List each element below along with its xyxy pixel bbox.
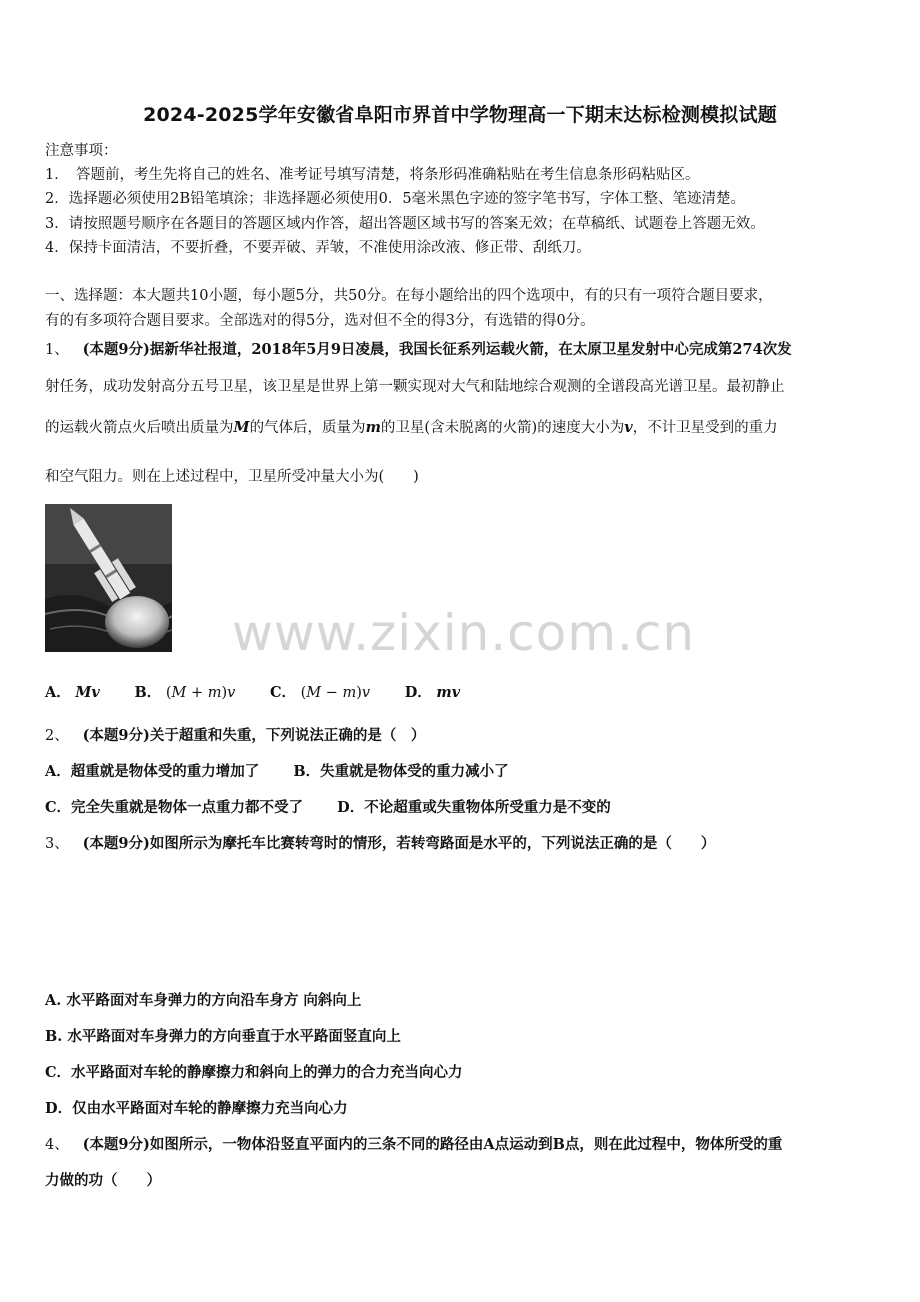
question-1-line: 射任务，成功发射高分五号卫星，该卫星是世界上第一颗实现对大气和陆地综合观测的全谱段高光谱卫星。最初静止: [45, 379, 785, 395]
symbol-v: v: [624, 419, 633, 436]
option-label: A．: [45, 684, 71, 701]
question-text: 如图所示为摩托车比赛转弯时的情形，若转弯路面是水平的，下列说法正确的是（ ）: [149, 835, 716, 852]
option-label: B．: [134, 684, 162, 701]
rocket-launch-image: [45, 504, 172, 652]
option-text: (𝑀 + 𝑚)𝑣: [165, 685, 236, 701]
option-c[interactable]: [270, 681, 370, 702]
notice-item: 4．保持卡面清洁，不要折叠，不要弄破、弄皱，不准使用涂改液、修正带、刮纸刀。: [45, 240, 591, 256]
question-text: 据新华社报道，2018年5月9日凌晨，我国长征系列运载火箭，在太原卫星发射中心完成第274次发: [149, 341, 792, 358]
question-tag: (本题9分): [82, 341, 150, 358]
symbol-m: m: [365, 419, 381, 436]
question-2-line: [45, 724, 425, 745]
notice-heading: 注意事项：: [45, 143, 118, 159]
option-d[interactable]: D．不论超重或失重物体所受重力是不变的: [337, 799, 611, 816]
option-a[interactable]: [45, 681, 100, 702]
question-number: 4、: [45, 1137, 69, 1153]
question-tag: (本题9分): [82, 835, 150, 852]
option-label: D．: [404, 684, 432, 701]
option-c[interactable]: C．完全失重就是物体一点重力都不受了: [45, 799, 304, 816]
question-text: 如图所示，一物体沿竖直平面内的三条不同的路径由A点运动到B点，则在此过程中，物体所受的重: [149, 1136, 783, 1153]
question-2-options-row: [45, 760, 509, 781]
question-text: 的运载火箭点火后喷出质量为: [45, 420, 234, 436]
watermark: www.zixin.com.cn: [232, 604, 696, 662]
notice-item: 1． 答题前，考生先将自己的姓名、准考证号填写清楚，将条形码准确粘贴在考生信息条形码粘贴区。: [45, 167, 700, 183]
question-tag: (本题9分): [82, 727, 150, 744]
question-number: 2、: [45, 728, 69, 744]
option-b[interactable]: B. 水平路面对车身弹力的方向垂直于水平路面竖直向上: [45, 1028, 401, 1045]
option-a[interactable]: A. 水平路面对车身弹力的方向沿车身方 向斜向上: [45, 992, 362, 1009]
question-1-line: 和空气阻力。则在上述过程中，卫星所受冲量大小为( ): [45, 469, 419, 485]
question-text: 关于超重和失重，下列说法正确的是（ ）: [149, 727, 426, 744]
section-instructions: 一、选择题：本大题共10小题，每小题5分，共50分。在每小题给出的四个选项中，有的只有一项符合题目要求，: [45, 288, 773, 304]
option-a[interactable]: A．超重就是物体受的重力增加了: [45, 763, 260, 780]
option-text: Mv: [75, 684, 100, 701]
option-text: mv: [436, 684, 461, 701]
notice-item: 2．选择题必须使用2B铅笔填涂；非选择题必须使用0．5毫米黑色字迹的签字笔书写，字体工整、笔迹清楚。: [45, 191, 746, 207]
question-1-line: [45, 416, 778, 437]
option-d[interactable]: [405, 681, 460, 702]
question-4-line: [45, 1133, 782, 1154]
notice-item: 3．请按照题号顺序在各题目的答题区域内作答，超出答题区域书写的答案无效；在草稿纸、试题卷上答题无效。: [45, 216, 765, 232]
section-instructions: 有的有多项符合题目要求。全部选对的得5分，选对但不全的得3分，有选错的得0分。: [45, 313, 595, 329]
question-text: 的卫星(含未脱离的火箭)的速度大小为: [380, 420, 625, 436]
symbol-M: M: [233, 419, 250, 436]
option-text: (𝑀 − 𝑚)𝑣: [300, 685, 371, 701]
question-text: ，不计卫星受到的重力: [632, 420, 778, 436]
rocket-illustration: [45, 504, 172, 652]
question-1-line: [45, 338, 792, 359]
question-text: 的气体后，质量为: [249, 420, 366, 436]
question-number: 3、: [45, 836, 69, 852]
option-c[interactable]: C．水平路面对车轮的静摩擦力和斜向上的弹力的合力充当向心力: [45, 1064, 463, 1081]
question-tag: (本题9分): [82, 1136, 150, 1153]
option-label: C．: [269, 684, 296, 701]
question-3-line: [45, 832, 715, 853]
question-1-options: [45, 681, 490, 702]
page-title: 2024-2025学年安徽省阜阳市界首中学物理高一下期末达标检测模拟试题: [143, 104, 777, 126]
option-b[interactable]: [134, 681, 235, 702]
option-b[interactable]: B．失重就是物体受的重力减小了: [293, 763, 509, 780]
question-2-options-row: [45, 796, 611, 817]
question-4-line: 力做的功（ ）: [45, 1172, 161, 1189]
option-d[interactable]: D．仅由水平路面对车轮的静摩擦力充当向心力: [45, 1100, 348, 1117]
question-number: 1、: [45, 342, 69, 358]
